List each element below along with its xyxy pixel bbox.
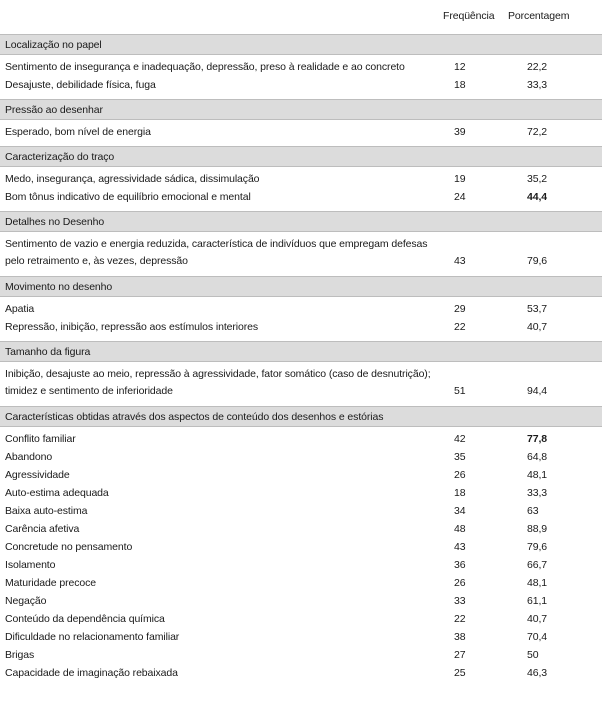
row-percentage: 33,3 bbox=[527, 487, 548, 499]
row-percentage: 79,6 bbox=[527, 541, 548, 553]
section-pressao bbox=[0, 99, 602, 146]
row-percentage: 66,7 bbox=[527, 559, 548, 571]
section-title: Movimento no desenho bbox=[0, 276, 602, 297]
table-header bbox=[0, 0, 602, 34]
row-percentage: 33,3 bbox=[527, 79, 548, 91]
row-frequency: 22 bbox=[454, 613, 466, 625]
row-percentage: 70,4 bbox=[527, 631, 548, 643]
table-row bbox=[0, 665, 602, 683]
table-row bbox=[0, 59, 602, 77]
section-movimento bbox=[0, 276, 602, 341]
row-frequency: 27 bbox=[454, 649, 466, 661]
row-label: Carência afetiva bbox=[5, 523, 80, 535]
row-percentage: 79,6 bbox=[527, 255, 548, 267]
row-frequency: 12 bbox=[454, 61, 466, 73]
header-percentage: Porcentagem bbox=[508, 10, 570, 22]
row-label: Brigas bbox=[5, 649, 35, 661]
section-title: Pressão ao desenhar bbox=[0, 99, 602, 120]
row-percentage: 48,1 bbox=[527, 577, 548, 589]
row-percentage: 46,3 bbox=[527, 667, 548, 679]
row-frequency: 18 bbox=[454, 487, 466, 499]
row-label: Desajuste, debilidade física, fuga bbox=[5, 79, 156, 91]
row-label: Sentimento de vazio e energia reduzida, característica de indivíduos que empregam defesas pelo retraimento e, às vezes, depressão bbox=[5, 238, 428, 267]
row-frequency: 35 bbox=[454, 451, 466, 463]
table-row bbox=[0, 575, 602, 593]
table-row bbox=[0, 557, 602, 575]
row-label: Inibição, desajuste ao meio, repressão à agressividade, fator somático (caso de desnutrição); timidez e sentimento de inferioridade bbox=[5, 368, 431, 397]
section-title: Localização no papel bbox=[0, 34, 602, 55]
table-row bbox=[0, 431, 602, 449]
table-row bbox=[0, 319, 602, 337]
row-percentage: 88,9 bbox=[527, 523, 548, 535]
row-label: Baixa auto-estima bbox=[5, 505, 88, 517]
row-label: Medo, insegurança, agressividade sádica, dissimulação bbox=[5, 173, 260, 185]
section-title: Caracterização do traço bbox=[0, 146, 602, 167]
table-row bbox=[0, 449, 602, 467]
row-frequency: 43 bbox=[454, 255, 466, 267]
table-row bbox=[0, 485, 602, 503]
row-label: Repressão, inibição, repressão aos estímulos interiores bbox=[5, 321, 259, 333]
row-percentage: 50 bbox=[527, 649, 539, 661]
row-frequency: 25 bbox=[454, 667, 466, 679]
section-title: Características obtidas através dos aspectos de conteúdo dos desenhos e estórias bbox=[0, 406, 602, 427]
row-frequency: 26 bbox=[454, 469, 466, 481]
row-frequency: 48 bbox=[454, 523, 466, 535]
table-row bbox=[0, 236, 602, 272]
row-label: Esperado, bom nível de energia bbox=[5, 126, 151, 138]
row-frequency: 29 bbox=[454, 303, 466, 315]
table-row bbox=[0, 503, 602, 521]
table-row bbox=[0, 647, 602, 665]
row-percentage: 94,4 bbox=[527, 385, 548, 397]
row-label: Dificuldade no relacionamento familiar bbox=[5, 631, 180, 643]
row-percentage: 40,7 bbox=[527, 321, 548, 333]
row-label: Apatia bbox=[5, 303, 35, 315]
row-label: Sentimento de insegurança e inadequação, depressão, preso à realidade e ao concreto bbox=[5, 61, 405, 73]
row-label: Negação bbox=[5, 595, 47, 607]
row-label: Conflito familiar bbox=[5, 433, 76, 445]
row-label: Isolamento bbox=[5, 559, 56, 571]
row-label: Concretude no pensamento bbox=[5, 541, 133, 553]
section-tamanho bbox=[0, 341, 602, 406]
table-row bbox=[0, 124, 602, 142]
row-frequency: 24 bbox=[454, 191, 466, 203]
section-detalhes bbox=[0, 211, 602, 276]
row-label: Auto-estima adequada bbox=[5, 487, 109, 499]
row-percentage: 48,1 bbox=[527, 469, 548, 481]
table-row bbox=[0, 366, 602, 402]
row-frequency: 34 bbox=[454, 505, 466, 517]
row-percentage: 63 bbox=[527, 505, 539, 517]
row-percentage: 77,8 bbox=[527, 433, 548, 445]
row-label: Maturidade precoce bbox=[5, 577, 97, 589]
header-frequency: Freqüência bbox=[443, 10, 495, 22]
table-row bbox=[0, 521, 602, 539]
section-title: Detalhes no Desenho bbox=[0, 211, 602, 232]
table-row bbox=[0, 301, 602, 319]
row-frequency: 36 bbox=[454, 559, 466, 571]
row-percentage: 64,8 bbox=[527, 451, 548, 463]
section-title: Tamanho da figura bbox=[0, 341, 602, 362]
section-localizacao bbox=[0, 34, 602, 99]
table-row bbox=[0, 611, 602, 629]
table-row bbox=[0, 593, 602, 611]
row-label: Abandono bbox=[5, 451, 53, 463]
row-frequency: 33 bbox=[454, 595, 466, 607]
row-label: Bom tônus indicativo de equilíbrio emocional e mental bbox=[5, 191, 251, 203]
table-row bbox=[0, 539, 602, 557]
section-traco bbox=[0, 146, 602, 211]
table-row bbox=[0, 171, 602, 189]
section-caracteristicas bbox=[0, 406, 602, 687]
table-row bbox=[0, 467, 602, 485]
row-percentage: 72,2 bbox=[527, 126, 548, 138]
table-row bbox=[0, 629, 602, 647]
row-percentage: 53,7 bbox=[527, 303, 548, 315]
row-percentage: 35,2 bbox=[527, 173, 548, 185]
row-percentage: 22,2 bbox=[527, 61, 548, 73]
row-percentage: 44,4 bbox=[527, 191, 548, 203]
row-percentage: 40,7 bbox=[527, 613, 548, 625]
row-frequency: 19 bbox=[454, 173, 466, 185]
row-frequency: 18 bbox=[454, 79, 466, 91]
row-frequency: 39 bbox=[454, 126, 466, 138]
row-frequency: 42 bbox=[454, 433, 466, 445]
row-label: Capacidade de imaginação rebaixada bbox=[5, 667, 178, 679]
row-frequency: 26 bbox=[454, 577, 466, 589]
row-frequency: 22 bbox=[454, 321, 466, 333]
row-label: Conteúdo da dependência química bbox=[5, 613, 165, 625]
table-row bbox=[0, 77, 602, 95]
row-label: Agressividade bbox=[5, 469, 70, 481]
row-frequency: 43 bbox=[454, 541, 466, 553]
row-frequency: 38 bbox=[454, 631, 466, 643]
row-percentage: 61,1 bbox=[527, 595, 548, 607]
row-frequency: 51 bbox=[454, 385, 466, 397]
table-row bbox=[0, 189, 602, 207]
